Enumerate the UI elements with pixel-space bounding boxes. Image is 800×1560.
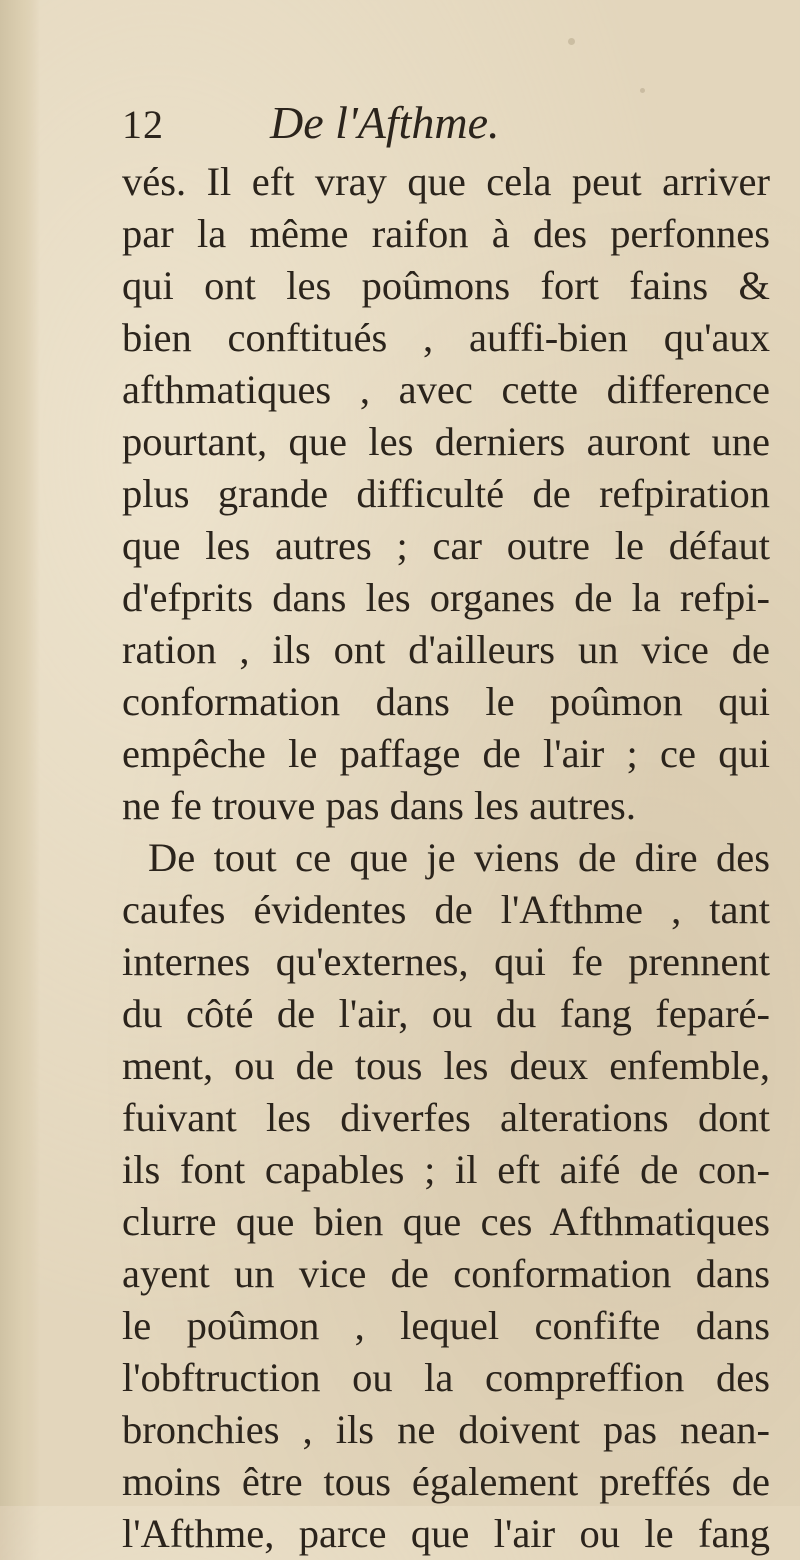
text-line: du côté de l'air, ou du fang feparé- (122, 991, 770, 1036)
text-line: conformation dans le poûmon qui (122, 679, 770, 724)
text-line: par la même raifon à des perfonnes (122, 211, 770, 256)
text-line: plus grande difficulté de refpiration (122, 471, 770, 516)
text-line: qui ont les poûmons fort fains & (122, 263, 770, 308)
text-line: ration , ils ont d'ailleurs un vice de (122, 627, 770, 672)
text-line: ment, ou de tous les deux enfemble, (122, 1043, 770, 1088)
text-line: ils font capables ; il eft aifé de con- (122, 1147, 770, 1192)
text-line: bronchies , ils ne doivent pas nean- (122, 1407, 770, 1452)
paragraph-end-line: ne fe trouve pas dans les autres. (122, 783, 636, 828)
text-line: bien conftitués , auffi-bien qu'aux (122, 315, 770, 360)
page-gutter-shadow (0, 0, 40, 1506)
text-line: que les autres ; car outre le défaut (122, 523, 770, 568)
page-header (122, 97, 682, 150)
text-line: fuivant les diverfes alterations dont (122, 1095, 770, 1140)
text-line: d'efprits dans les organes de la refpi- (122, 575, 770, 620)
text-line: pourtant, que les derniers auront une (122, 419, 770, 464)
page-number: 12 (122, 102, 164, 147)
text-line: le poûmon , lequel confifte dans (122, 1303, 770, 1348)
text-line: empêche le paffage de l'air ; ce qui (122, 731, 770, 776)
text-line: vés. Il eft vray que cela peut arriver (122, 159, 770, 204)
text-line: clurre que bien que ces Afthmatiques (122, 1199, 770, 1244)
paragraph-start-line: De tout ce que je viens de dire des (148, 835, 770, 880)
text-line: l'Afthme, parce que l'air ou le fang (122, 1511, 770, 1556)
running-head: De l'Afthme. (270, 97, 500, 148)
text-line: afthmatiques , avec cette difference (122, 367, 770, 412)
paper-spot (640, 88, 645, 93)
body-text (122, 156, 770, 1560)
text-line: moins être tous également preffés de (122, 1459, 770, 1504)
text-line: l'obftruction ou la compreffion des (122, 1355, 770, 1400)
paper-spot (568, 38, 575, 45)
text-line: caufes évidentes de l'Afthme , tant (122, 887, 770, 932)
text-line: internes qu'externes, qui fe prennent (122, 939, 770, 984)
text-line: ayent un vice de conformation dans (122, 1251, 770, 1296)
